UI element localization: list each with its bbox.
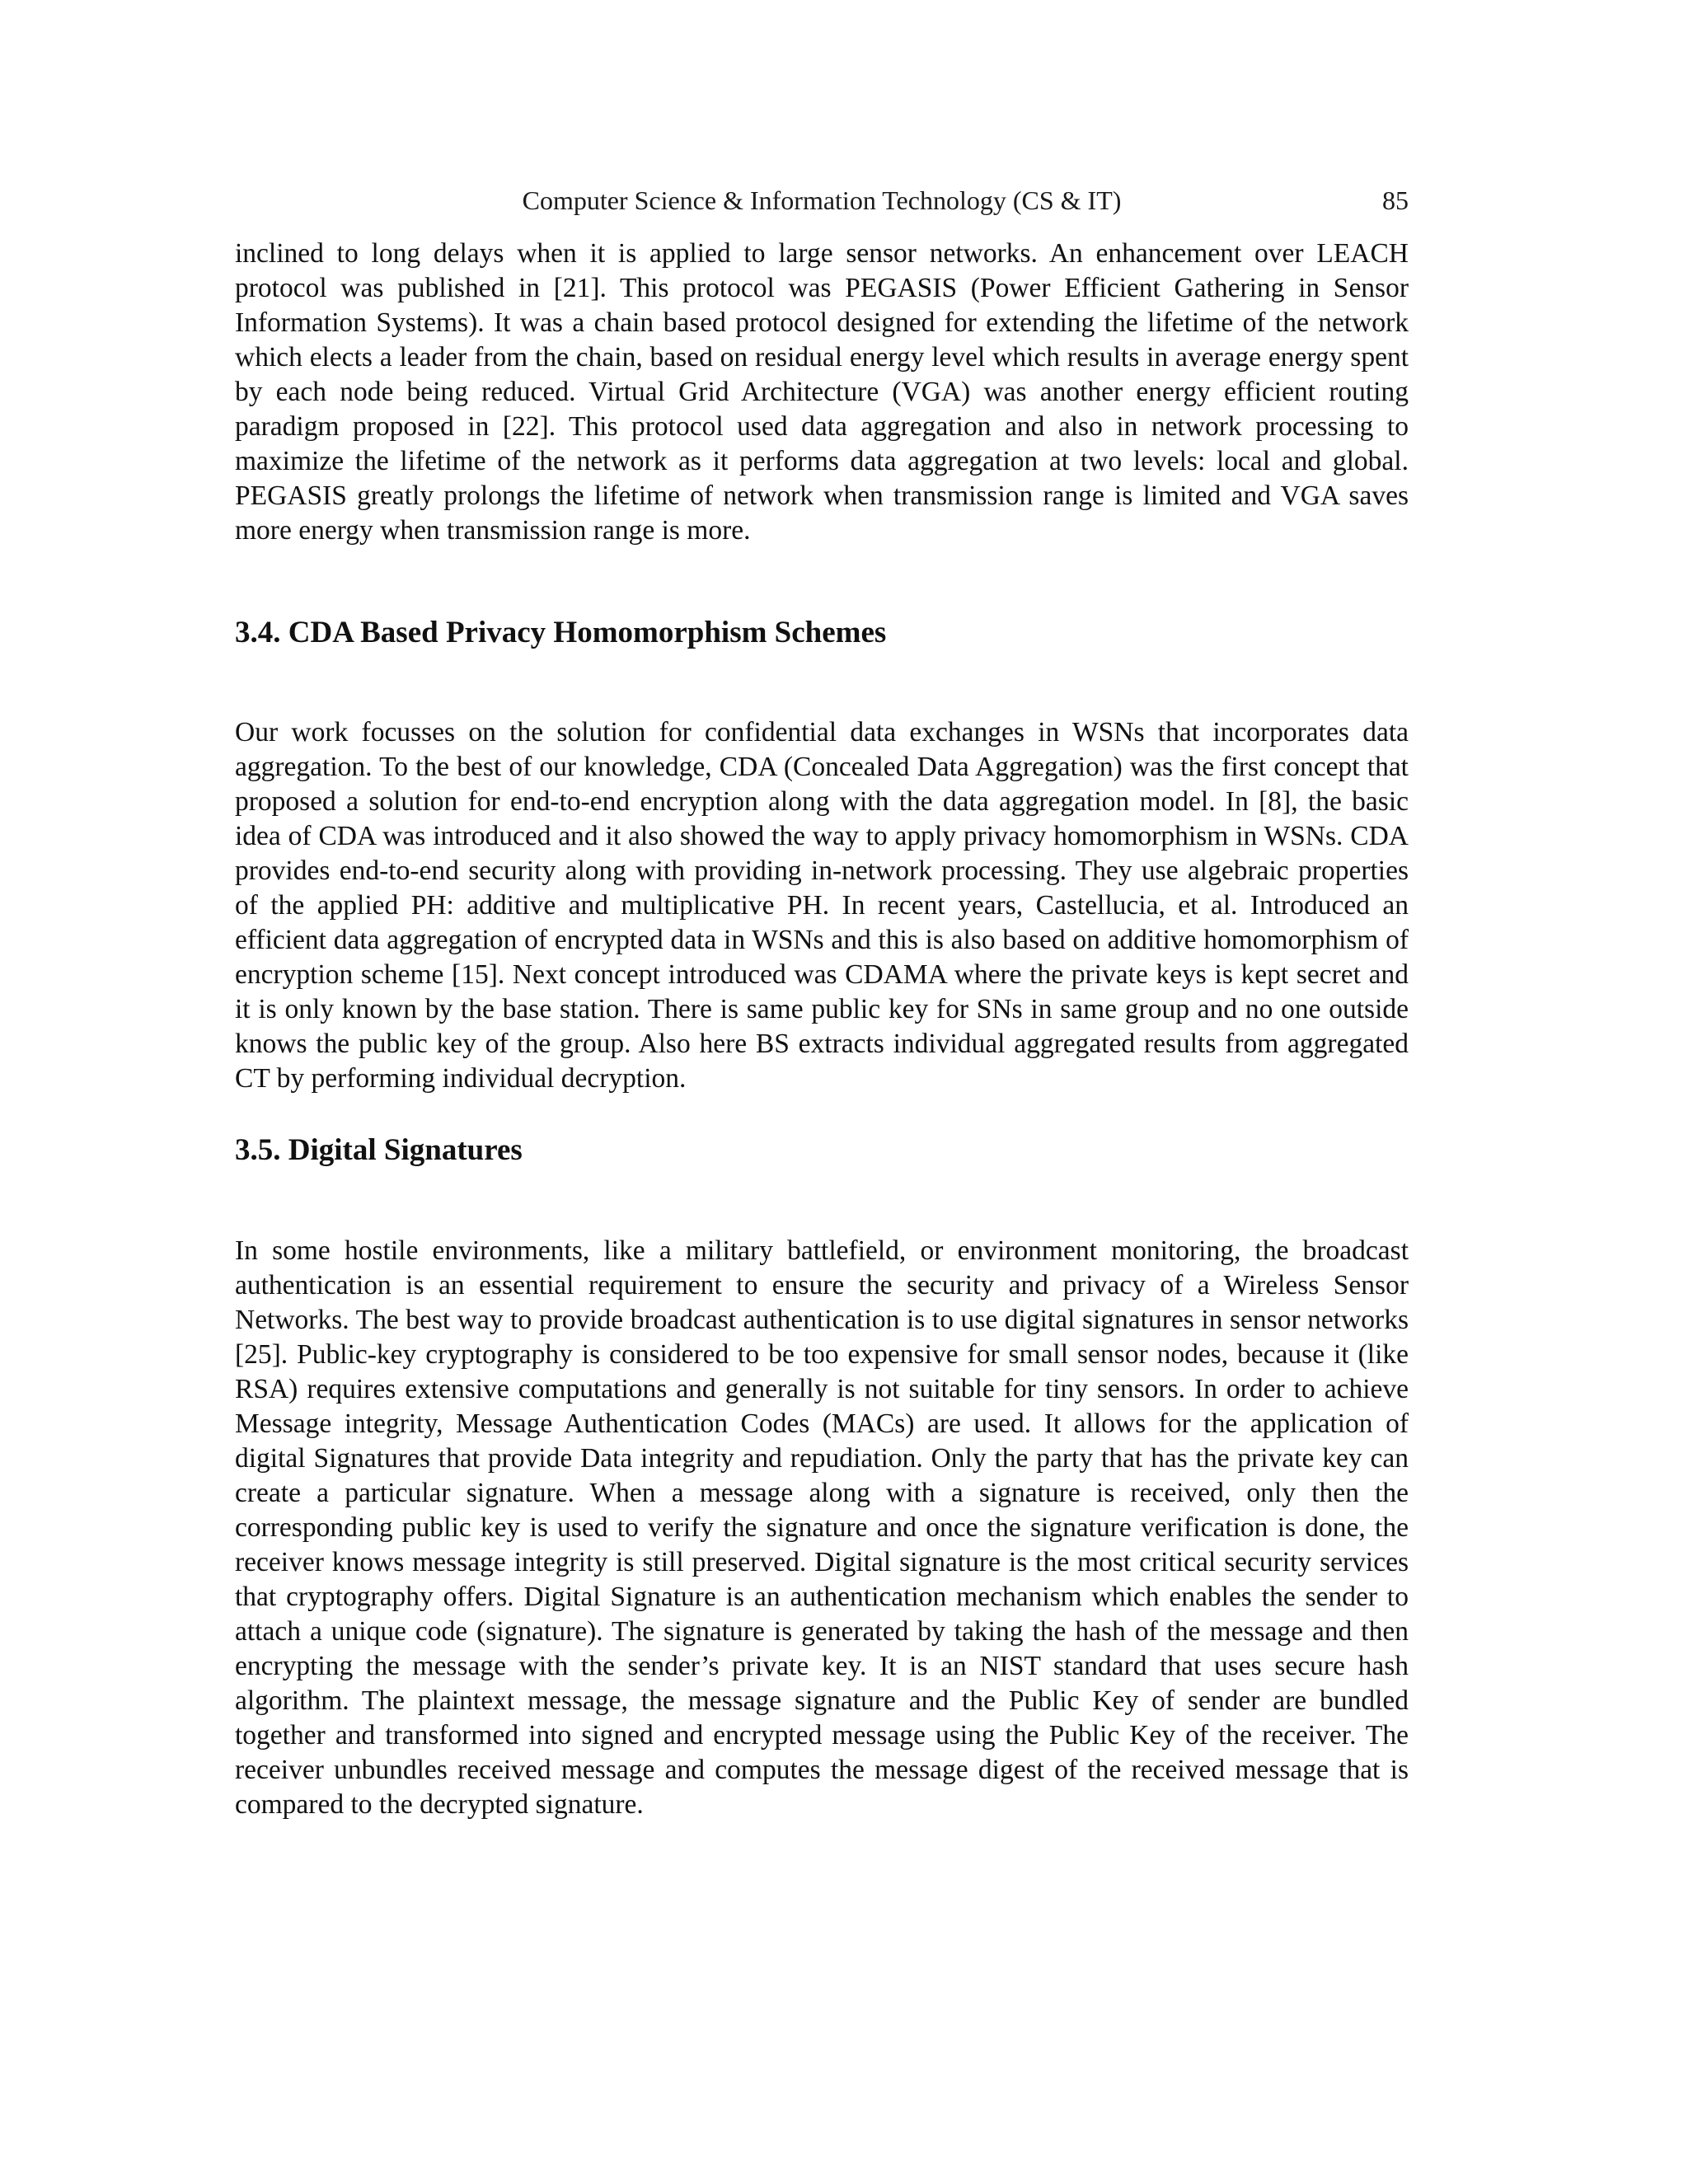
journal-title: Computer Science & Information Technology (CS & IT) — [522, 185, 1122, 215]
paragraph-cda: Our work focusses on the solution for confidential data exchanges in WSNs that incorporates data aggregation. To the best of our knowledge, CDA (Concealed Data Aggregation) was the first concept that proposed a solution for end-to-end encryption along with the data aggregation model. In [8], the basic idea of CDA was introduced and it also showed the way to apply privacy homomorphism in WSNs. CDA provides end-to-end security along with providing in-network processing. They use algebraic properties of the applied PH: additive and multiplicative PH. In recent years, Castellucia, et al. Introduced an efficient data aggregation of encrypted data in WSNs and this is also based on additive homomorphism of encryption scheme [15]. Next concept introduced was CDAMA where the private keys is kept secret and it is only known by the base station. There is same public key for SNs in same group and no one outside knows the public key of the group. Also here BS extracts individual aggregated results from aggregated CT by performing individual decryption. — [235, 717, 1409, 1094]
section-heading-3-4: 3.4. CDA Based Privacy Homomorphism Schemes — [235, 616, 887, 649]
paragraph-digital-signatures: In some hostile environments, like a military battlefield, or environment monitoring, the broadcast authentication is an essential requirement to ensure the security and privacy of a Wireless Sensor Networks. The best way to provide broadcast authentication is to use digital signatures in sensor networks [25]. Public-key cryptography is considered to be too expensive for small sensor nodes, because it (like RSA) requires extensive computations and generally is not suitable for tiny sensors. In order to achieve Message integrity, Message Authentication Codes (MACs) are used. It allows for the application of digital Signatures that provide Data integrity and repudiation. Only the party that has the private key can create a particular signature. When a message along with a signature is received, only then the corresponding public key is used to verify the signature and once the signature verification is done, the receiver knows message integrity is still preserved. Digital signature is the most critical security services that cryptography offers. Digital Signature is an authentication mechanism which enables the sender to attach a unique code (signature). The signature is generated by taking the hash of the message and then encrypting the message with the sender’s private key. It is an NIST standard that uses secure hash algorithm. The plaintext message, the message signature and the Public Key of sender are bundled together and transformed into signed and encrypted message using the Public Key of the receiver. The receiver unbundles received message and computes the message digest of the received message that is compared to the decrypted signature. — [235, 1235, 1409, 1820]
page-number: 85 — [1382, 185, 1409, 215]
section-heading-3-5: 3.5. Digital Signatures — [235, 1133, 523, 1167]
paragraph-intro: inclined to long delays when it is applied to large sensor networks. An enhancement over LEACH protocol was published in [21]. This protocol was PEGASIS (Power Efficient Gathering in Sensor Information Systems). It was a chain based protocol designed for extending the lifetime of the network which elects a leader from the chain, based on residual energy level which results in average energy spent by each node being reduced. Virtual Grid Architecture (VGA) was another energy efficient routing paradigm proposed in [22]. This protocol used data aggregation and also in network processing to maximize the lifetime of the network as it performs data aggregation at two levels: local and global. PEGASIS greatly prolongs the lifetime of network when transmission range is limited and VGA saves more energy when transmission range is more. — [235, 238, 1409, 546]
running-header — [235, 183, 1409, 218]
